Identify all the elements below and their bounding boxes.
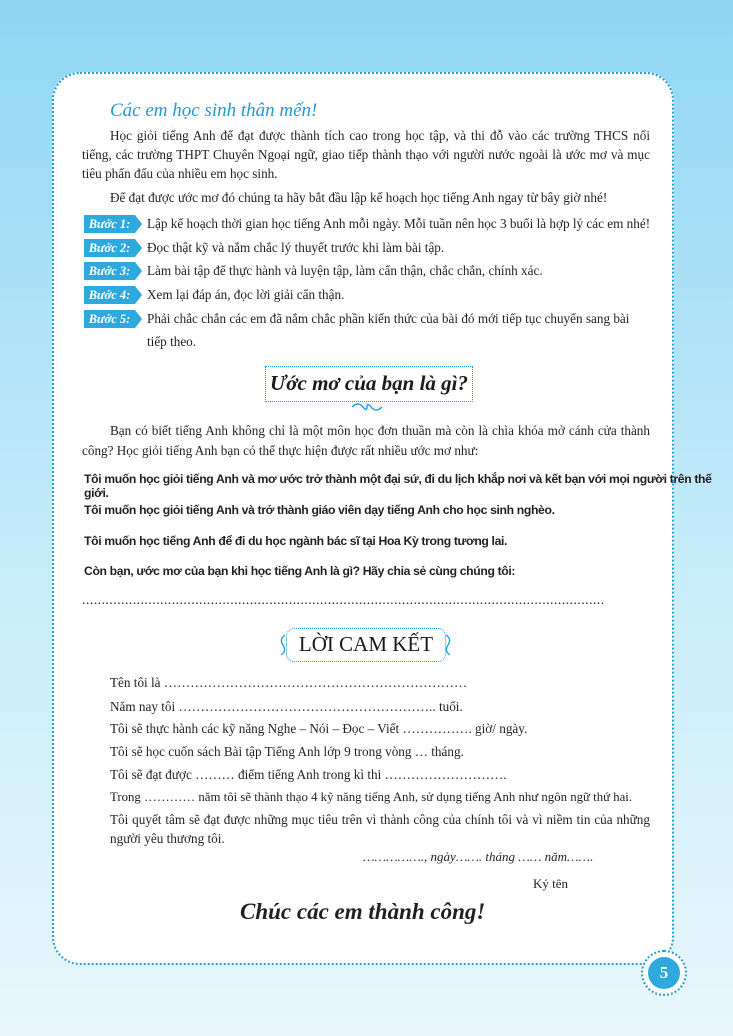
step-badge-3: Bước 3:: [84, 262, 135, 280]
dream-intro: Bạn có biết tiếng Anh không chỉ là một môn học đơn thuần mà còn là chìa khóa mở cánh cửa thành công? Học giỏi tiếng Anh bạn có thể thực hiện được rất nhiều ước mơ như:: [82, 423, 650, 458]
step-text-1: Lập kế hoạch thời gian học tiếng Anh mỗi ngày. Mỗi tuần nên học 3 buổi là hợp lý các em nhé!: [147, 216, 651, 231]
commitment-line-name: Tên tôi là ……………………………………………………………: [110, 675, 468, 690]
intro-paragraph-1: Học giỏi tiếng Anh để đạt được thành tích cao trong học tập, và thi đỗ vào các trường THCS nổi tiếng, các trường THPT Chuyên Ngoại ngữ, giao tiếp thành thạo với người nước ngoài là ước mơ và mục tiêu phấn đấu của nhiều em học sinh.: [82, 128, 650, 181]
dream-line-1: Tôi muốn học giỏi tiếng Anh và mơ ước trở thành một đại sứ, đi du lịch khắp nơi và kết bạn với mọi người trên thế giới.: [84, 472, 712, 500]
dream-answer-line: ......................................................................................................................................: [82, 593, 605, 608]
step-text-5: Phải chắc chắn các em đã nắm chắc phần kiến thức của bài đó mới tiếp tục chuyển sang bài tiếp theo.: [147, 311, 630, 349]
commitment-heading: [286, 628, 446, 662]
right-swirl-icon: [442, 633, 454, 657]
commitment-line-age: Năm nay tôi ………………………………………………….. tuổi.: [110, 699, 463, 714]
greeting-heading: Các em học sinh thân mến!: [110, 100, 318, 121]
step-badge-2: Bước 2:: [84, 239, 135, 257]
commitment-heading-text: LỜI CAM KẾT: [298, 632, 434, 656]
step-badge-5: Bước 5:: [84, 310, 135, 328]
step-text-4: Xem lại đáp án, đọc lời giải cẩn thận.: [147, 287, 345, 302]
date-line: ……………., ngày……. tháng …… năm…….: [363, 849, 594, 864]
dream-line-3: Tôi muốn học tiếng Anh để đi du học ngành bác sĩ tại Hoa Kỳ trong tương lai.: [84, 534, 508, 548]
commitment-resolve: Tôi quyết tâm sẽ đạt được những mục tiêu trên vì thành công của chính tôi và vì niềm tin của những người yêu thương tôi.: [110, 812, 650, 846]
left-swirl-icon: [277, 633, 289, 657]
commitment-line-book: Tôi sẽ học cuốn sách Bài tập Tiếng Anh lớp 9 trong vòng … tháng.: [110, 744, 464, 759]
dream-line-4: Còn bạn, ước mơ của bạn khi học tiếng Anh là gì? Hãy chia sẻ cùng chúng tôi:: [84, 564, 516, 578]
page-number: 5: [648, 957, 680, 989]
closing-message: Chúc các em thành công!: [240, 899, 486, 924]
step-text-2: Đọc thật kỹ và nắm chắc lý thuyết trước khi làm bài tập.: [147, 240, 445, 255]
commitment-line-practice: Tôi sẽ thực hành các kỹ năng Nghe – Nói – Đọc – Viết ……………. giờ/ ngày.: [110, 721, 528, 736]
dream-line-2: Tôi muốn học giỏi tiếng Anh và trở thành giáo viên dạy tiếng Anh cho học sinh nghèo.: [84, 503, 555, 517]
intro-paragraph-2: Để đạt được ước mơ đó chúng ta hãy bắt đầu lập kế hoạch học tiếng Anh ngay từ bây giờ nhé!: [110, 190, 608, 205]
signature-label: Ký tên: [533, 876, 569, 891]
step-badge-1: Bước 1:: [84, 215, 135, 233]
page-number-badge: [641, 950, 687, 996]
step-badge-4: Bước 4:: [84, 286, 135, 304]
dream-heading: Ước mơ của bạn là gì?: [265, 366, 473, 402]
commitment-line-score: Tôi sẽ đạt được ……… điểm tiếng Anh trong kì thi ……………………….: [110, 767, 507, 782]
step-text-3: Làm bài tập để thực hành và luyện tập, làm cẩn thận, chắc chắn, chính xác.: [147, 263, 543, 278]
scroll-ornament-icon: [350, 401, 384, 413]
commitment-line-skills: Trong ………… năm tôi sẽ thành thạo 4 kỹ năng tiếng Anh, sử dụng tiếng Anh như ngôn ngữ thứ hai.: [110, 790, 633, 804]
